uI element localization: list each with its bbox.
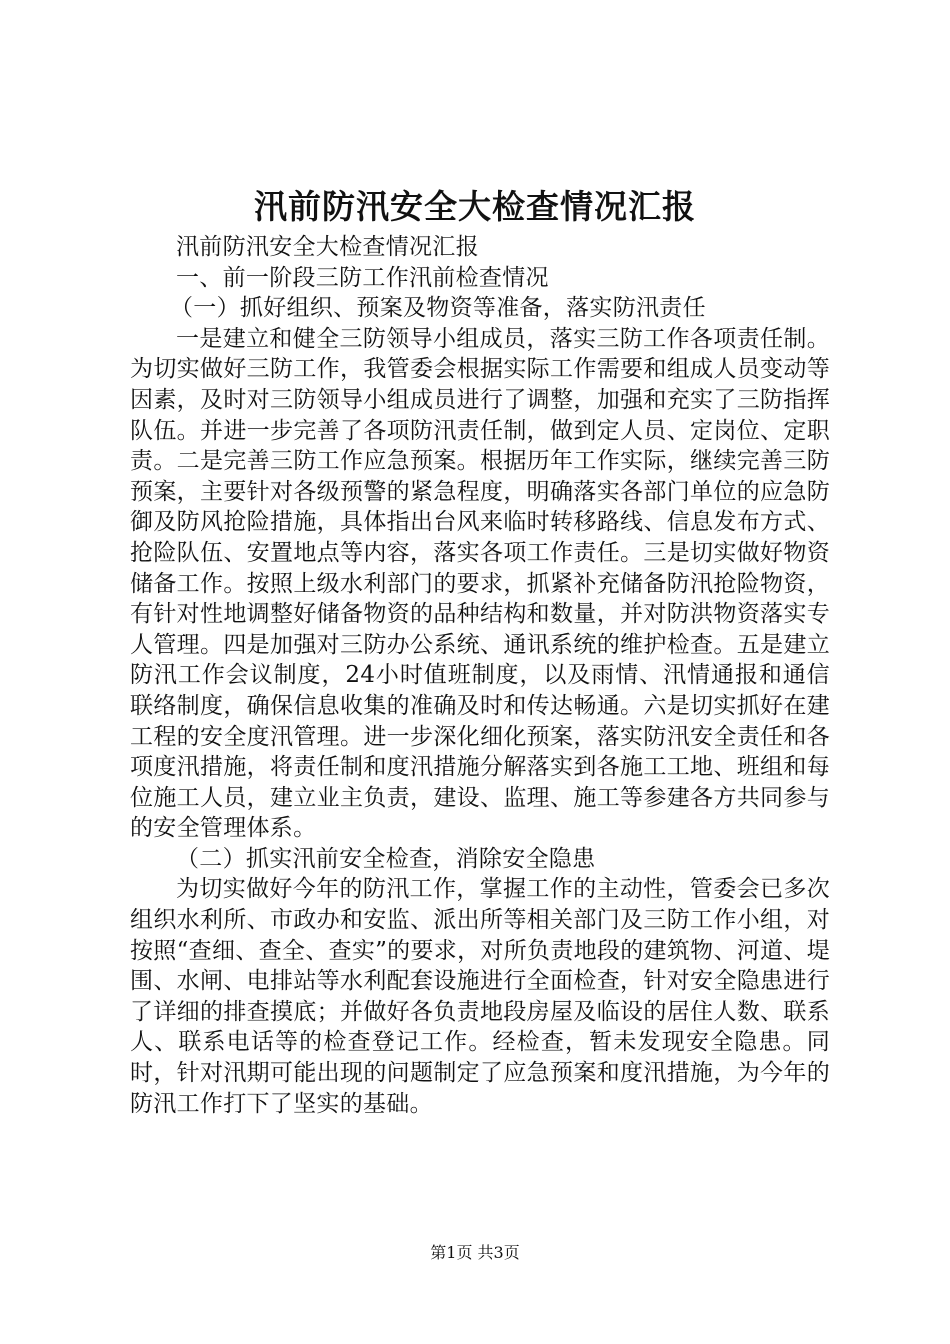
document-body (130, 232, 830, 1119)
paragraph-subheading-2: （二）抓实汛前安全检查，消除安全隐患 (176, 845, 596, 872)
paragraph-subtitle: 汛前防汛安全大检查情况汇报 (176, 234, 479, 260)
paragraph-heading-1: 一、前一阶段三防工作汛前检查情况 (176, 264, 549, 291)
paragraph-body-1: 一是建立和健全三防领导小组成员，落实三防工作各项责任制。为切实做好三防工作，我管委会根据实际工作需要和组成人员变动等因素，及时对三防领导小组成员进行了调整，加强和充实了三防指挥队伍。并进一步完善了各项防汛责任制，做到定人员、定岗位、定职责。二是完善三防工作应急预案。根据历年工作实际，继续完善三防预案，主要针对各级预警的紧急程度，明确落实各部门单位的应急防御及防风抢险措施，具体指出台风来临时转移路线、信息发布方式、抢险队伍、安置地点等内容，落实各项工作责任。三是切实做好物资储备工作。按照上级水利部门的要求，抓紧补充储备防汛抢险物资，有针对性地调整好储备物资的品种结构和数量，并对防洪物资落实专人管理。四是加强对三防办公系统、通讯系统的维护检查。五是建立防汛工作会议制度，24小时值班制度，以及雨情、汛情通报和通信联络制度，确保信息收集的准确及时和传达畅通。六是切实抓好在建工程的安全度汛管理。进一步深化细化预案，落实防汛安全责任和各项度汛措施，将责任制和度汛措施分解落实到各施工工地、班组和每位施工人员，建立业主负责，建设、监理、施工等参建各方共同参与的安全管理体系。 (130, 325, 830, 842)
page-footer: 第1页 共3页 (430, 1243, 520, 1262)
paragraph-subheading-1: （一）抓好组织、预案及物资等准备，落实防汛责任 (170, 295, 706, 322)
paragraph-body-2: 为切实做好今年的防汛工作，掌握工作的主动性，管委会已多次组织水利所、市政办和安监、派出所等相关部门及三防工作小组，对按照“查细、查全、查实”的要求，对所负责地段的建筑物、河道、堤围、水闸、电排站等水利配套设施进行全面检查，针对安全隐患进行了详细的排查摸底；并做好各负责地段房屋及临设的居住人数、联系人、联系电话等的检查登记工作。经检查，暂未发现安全隐患。同时，针对汛期可能出现的问题制定了应急预案和度汛措施，为今年的防汛工作打下了坚实的基础。 (130, 876, 830, 1117)
document-title: 汛前防汛安全大检查情况汇报 (254, 187, 696, 226)
